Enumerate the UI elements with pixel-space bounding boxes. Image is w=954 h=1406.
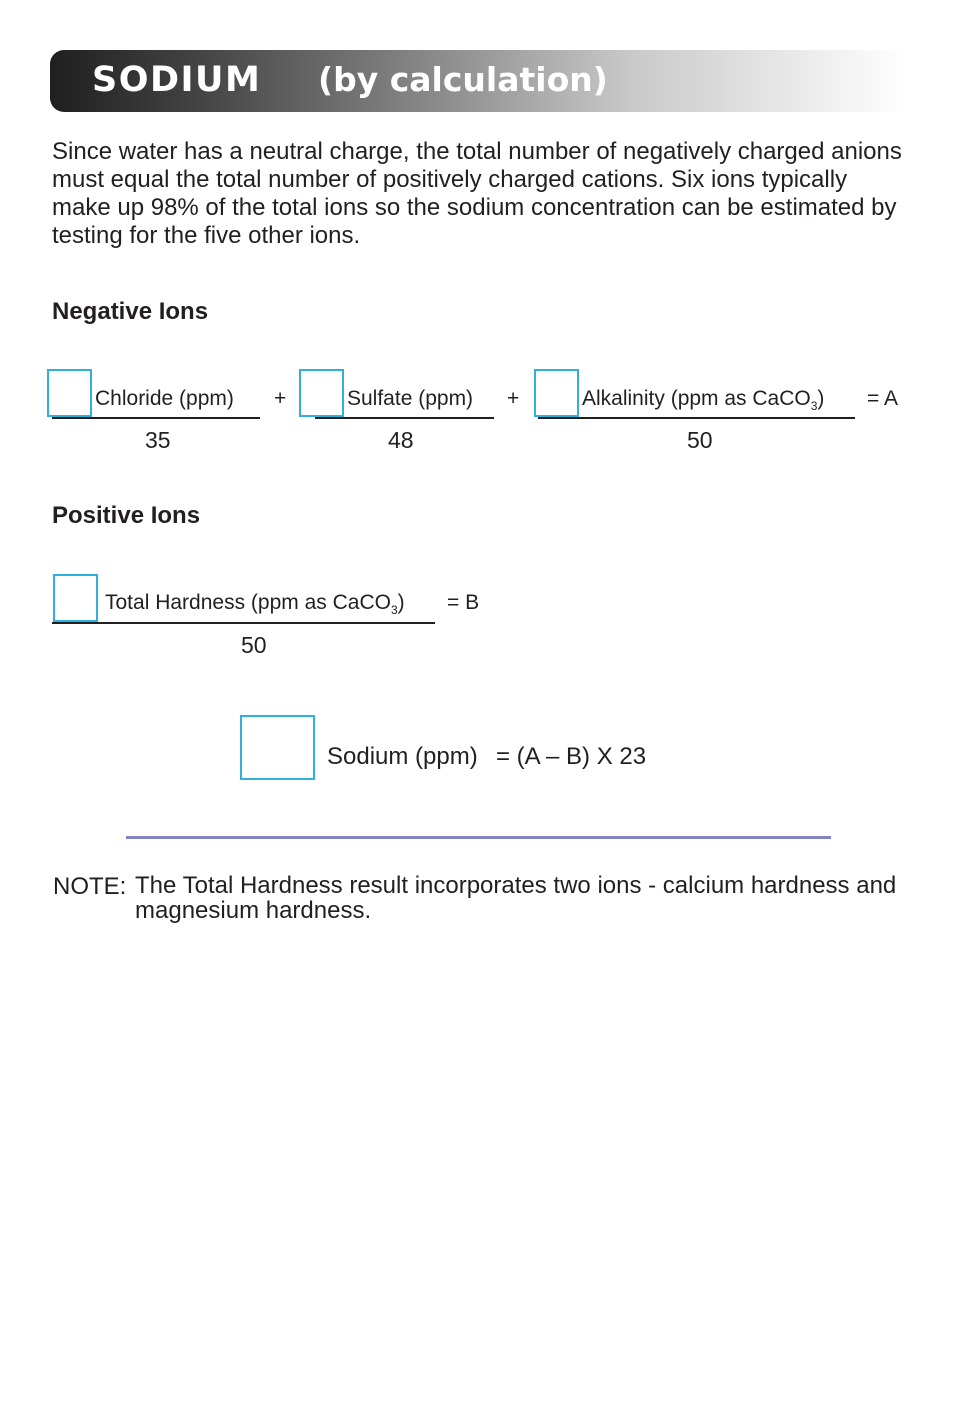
negative-ions-heading: Negative Ions bbox=[52, 298, 209, 325]
intro-paragraph: Since water has a neutral charge, the total number of negatively charged anions must equal the total number of positively charged cations. Six ions typically make up 98% of the total ions so the sodium concentration can be estimated by testing for the five other ions. bbox=[52, 138, 902, 249]
chloride-input-box[interactable] bbox=[47, 369, 92, 417]
alkalinity-fraction-bar bbox=[538, 417, 855, 419]
sulfate-label: Sulfate (ppm) bbox=[347, 387, 474, 410]
alkalinity-divisor: 50 bbox=[687, 427, 713, 453]
result-a-label: = A bbox=[867, 387, 898, 410]
page-subtitle: (by calculation) bbox=[318, 60, 608, 99]
result-b-label: = B bbox=[447, 591, 480, 614]
alkalinity-label: Alkalinity (ppm as CaCO$_3$) bbox=[582, 387, 825, 413]
sodium-label: Sodium (ppm) bbox=[327, 743, 478, 770]
note-label: NOTE: bbox=[53, 873, 127, 900]
sulfate-divisor: 48 bbox=[388, 427, 414, 453]
total-hardness-fraction-bar bbox=[52, 622, 435, 624]
total-hardness-input-box[interactable] bbox=[53, 574, 98, 622]
alkalinity-input-box[interactable] bbox=[534, 369, 579, 417]
positive-ions-heading: Positive Ions bbox=[52, 502, 201, 529]
page-title: SODIUM bbox=[92, 60, 262, 100]
chloride-divisor: 35 bbox=[145, 427, 171, 453]
plus-sign: + bbox=[274, 387, 287, 410]
sulfate-input-box[interactable] bbox=[299, 369, 344, 417]
total-hardness-label: Total Hardness (ppm as CaCO$_3$) bbox=[105, 591, 405, 617]
plus-sign: + bbox=[507, 387, 520, 410]
note-text: The Total Hardness result incorporates two ions - calcium hardness and magnesium hardness. bbox=[135, 872, 897, 924]
chloride-label: Chloride (ppm) bbox=[95, 387, 234, 410]
sodium-result-box[interactable] bbox=[240, 715, 315, 780]
sulfate-fraction-bar bbox=[315, 417, 494, 419]
section-divider bbox=[126, 836, 831, 839]
total-hardness-divisor: 50 bbox=[241, 632, 267, 658]
chloride-fraction-bar bbox=[52, 417, 260, 419]
sodium-formula: = (A – B) X 23 bbox=[496, 743, 647, 770]
